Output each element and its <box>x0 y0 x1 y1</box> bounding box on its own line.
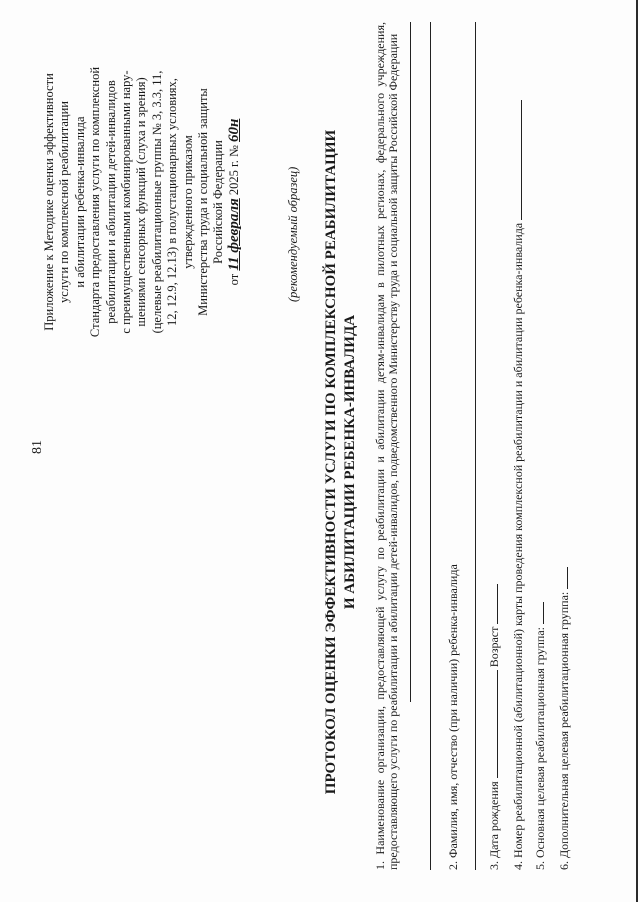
item-3-birth-age <box>486 584 502 870</box>
appendix-line: шениями сенсорных функций (слуха и зрения) <box>134 77 149 327</box>
item-4-card-number <box>510 100 526 870</box>
age-blank <box>486 584 498 624</box>
appendix-line: (целевые реабилитационные группы № 3, 3.3, 11, <box>149 70 164 334</box>
page-number: 81 <box>30 440 45 454</box>
birth-date-label: 3. Дата рождения <box>487 781 501 870</box>
birth-date-blank <box>486 670 498 778</box>
appendix-line: Российской Федерации <box>211 140 226 264</box>
title-line-1: ПРОТОКОЛ ОЦЕНКИ ЭФФЕКТИВНОСТИ УСЛУГИ ПО КОМПЛЕКСНОЙ РЕАБИЛИТАЦИИ <box>323 129 339 795</box>
main-group-blank <box>532 602 544 624</box>
handwritten-date: 11 февраля <box>225 198 242 271</box>
item-1-organization: 1. Наименование организации, предоставляющей услугу по реабилитации и абилитации детям-инвалидам в пилотных регионах, федерального учреждения, предоставляющего услуги по реабилитации и абилитации детей-инвалидов, подведомственного Министерству труда и социальной защиты Российской Федерации <box>373 22 401 870</box>
appendix-line: и абилитации ребенка-инвалида <box>72 116 87 288</box>
handwritten-number: 60н <box>225 118 242 142</box>
extra-group-blank <box>556 567 568 589</box>
appendix-line: Приложение к Методике оценки эффективности <box>42 73 56 331</box>
appendix-line: Стандарта предоставления услуги по комплексной <box>88 66 103 338</box>
scan-edge <box>636 0 638 902</box>
card-number-label: 4. Номер реабилитационной (абилитационной) карты проведения комплексной реабилитации и абилитации ребенка-инвалида <box>511 222 525 870</box>
extra-group-label: 6. Дополнительная целевая реабилитационная группа: <box>557 591 571 870</box>
item-2-child-name: 2. Фамилия, имя, отчество (при наличии) ребенка-инвалида <box>446 564 460 870</box>
date-prefix: от <box>226 273 241 286</box>
appendix-line: Министерства труда и социальной защиты <box>196 88 211 316</box>
item-1-fill-line-2 <box>430 22 431 870</box>
item-6-extra-group <box>556 567 572 870</box>
appendix-line: реабилитации и абилитации детей-инвалидов <box>103 80 118 324</box>
document-title <box>322 62 360 862</box>
appendix-line: 12, 12.9, 12.13) в полустационарных условиях, <box>165 78 180 326</box>
age-label: Возраст <box>487 626 501 668</box>
appendix-line: с преимущественными комбинированными нару- <box>119 70 134 334</box>
appendix-line: утвержденного приказом <box>180 135 195 269</box>
card-number-blank <box>510 100 522 220</box>
date-year: 2025 г. № <box>226 145 241 196</box>
appendix-date-line <box>227 22 242 382</box>
appendix-block <box>42 22 242 382</box>
item-1-fill-line <box>410 22 411 702</box>
title-line-2: И АБИЛИТАЦИИ РЕБЕНКА-ИНВАЛИДА <box>342 314 358 610</box>
item-2-fill-line <box>475 22 476 870</box>
item-5-main-group <box>532 602 548 870</box>
sample-note: (рекомендуемый образец) <box>286 166 300 302</box>
main-group-label: 5. Основная целевая реабилитационная группа: <box>533 626 547 870</box>
appendix-line: услуги по комплексной реабилитации <box>57 101 72 303</box>
